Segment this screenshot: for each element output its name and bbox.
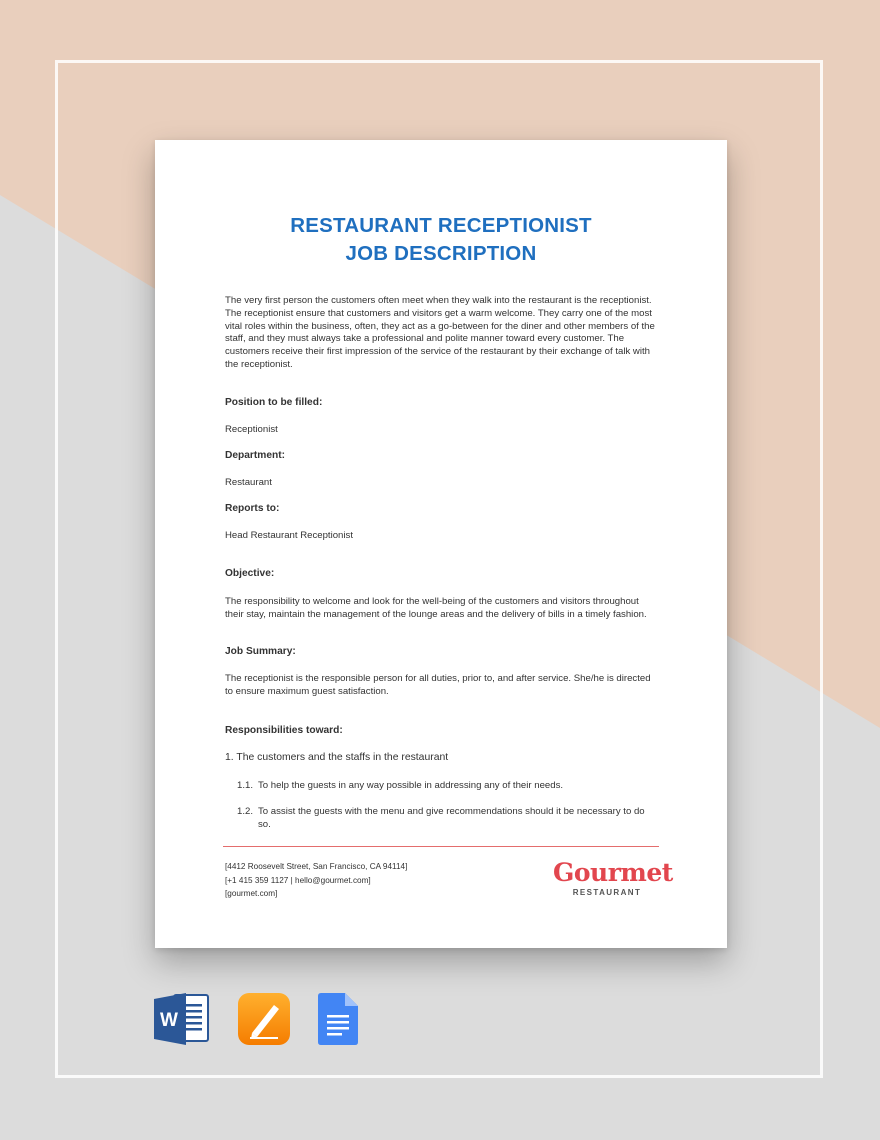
- document-page: [155, 140, 727, 948]
- list-item: 1. The customers and the staffs in the restaurant: [225, 752, 449, 763]
- title-line-1: RESTAURANT RECEPTIONIST: [290, 214, 592, 237]
- objective-label: Objective:: [225, 568, 275, 579]
- svg-text:W: W: [160, 1010, 178, 1031]
- title-line-2: JOB DESCRIPTION: [345, 242, 537, 265]
- reports-label: Reports to:: [225, 503, 280, 514]
- department-label: Department:: [225, 450, 286, 461]
- logo-brand: Gourmet: [553, 858, 673, 887]
- intro-paragraph: The very first person the customers often meet when they walk into the restaurant is the receptionist. The receptionist ensure that customers and visitors get a warm welcome. They carry one of the most vital roles within the business, often, they act as a go-between for the diner and other members of the staff, and they must always take a professional and polite manner toward every customer. The customers receive their first impression of the service of the restaurant by their exchange of talk with the receptionist.: [225, 295, 655, 370]
- sub-item-text: To assist the guests with the menu and give recommendations should it be necessary to do so.: [258, 806, 645, 830]
- footer-address: [4412 Roosevelt Street, San Francisco, CA 94114]: [225, 862, 408, 871]
- footer-divider: [223, 846, 659, 847]
- document-body: [225, 295, 659, 830]
- footer-contact-line: [+1 415 359 1127 | hello@gourmet.com]: [225, 875, 371, 885]
- reports-value: Head Restaurant Receptionist: [225, 530, 353, 541]
- google-docs-icon[interactable]: [318, 993, 358, 1045]
- department-value: Restaurant: [225, 477, 272, 488]
- list-item: [237, 779, 659, 792]
- position-value: Receptionist: [225, 424, 278, 435]
- responsibilities-label: Responsibilities toward:: [225, 725, 343, 736]
- objective-text: The responsibility to welcome and look for the well-being of the customers and visitors throughout their stay, maintain the management of the lounge areas and the delivery of bills in a timely fashion.: [225, 596, 647, 620]
- word-icon[interactable]: [154, 993, 210, 1045]
- sub-item-text: To help the guests in any way possible in addressing any of their needs.: [258, 780, 564, 791]
- position-label: Position to be filled:: [225, 397, 323, 408]
- footer-website: [gourmet.com]: [225, 889, 278, 899]
- list-item: [237, 805, 659, 831]
- footer-contact: [225, 860, 407, 901]
- document-title: [155, 212, 727, 268]
- summary-label: Job Summary:: [225, 646, 296, 657]
- sub-item-number: 1.1.: [237, 780, 254, 791]
- pages-icon[interactable]: [238, 993, 290, 1045]
- sub-item-number: 1.2.: [237, 806, 254, 817]
- logo-subtitle: RESTAURANT: [572, 888, 642, 897]
- summary-text: The receptionist is the responsible person for all duties, prior to, and after service. She/he is directed to ensure maximum guest satisfaction.: [225, 673, 651, 697]
- gourmet-logo: [553, 858, 673, 897]
